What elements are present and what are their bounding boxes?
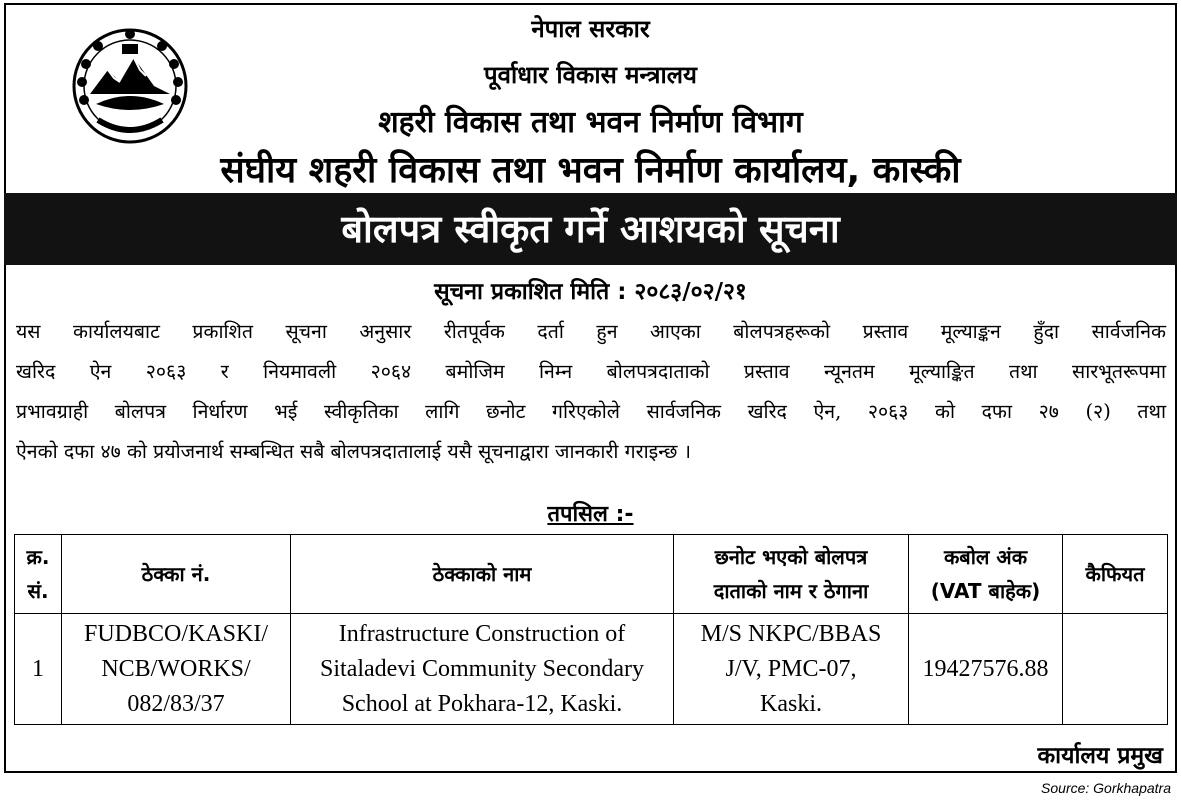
- cell-contract-number: FUDBCO/KASKI/ NCB/WORKS/ 082/83/37: [62, 614, 291, 725]
- notice-title-banner: बोलपत्र स्वीकृत गर्ने आशयको सूचना: [4, 193, 1177, 265]
- notice-body-line: यस कार्यालयबाट प्रकाशित सूचना अनुसार रीतपूर्वक दर्ता हुन आएका बोलपत्रहरूको प्रस्ताव मूल्याङ्कन हुँदा सार्वजनिक: [16, 320, 1166, 343]
- header-remarks: कैफियत: [1063, 535, 1168, 614]
- table-header-row: [15, 535, 1168, 614]
- header-bid-amount: कबोल अंक (VAT बाहेक): [909, 535, 1063, 614]
- notice-body-line: खरिद ऐन २०६३ र नियमावली २०६४ बमोजिम निम्न बोलपत्रदाताको प्रस्ताव न्यूनतम मूल्याङ्कित तथा सारभूतरूपमा: [16, 360, 1166, 383]
- cell-contract-name: Infrastructure Construction of Sitaladevi Community Secondary School at Pokhara-12, Kaski.: [291, 614, 674, 725]
- cell-bidder: M/S NKPC/BBAS J/V, PMC-07, Kaski.: [674, 614, 909, 725]
- header-contract-number: ठेक्का नं.: [62, 535, 291, 614]
- cell-serial-number: 1: [15, 614, 62, 725]
- department-name: शहरी विकास तथा भवन निर्माण विभाग: [378, 105, 803, 140]
- office-name: संघीय शहरी विकास तथा भवन निर्माण कार्यालय, कास्की: [220, 150, 961, 191]
- cell-remarks: [1063, 614, 1168, 725]
- notice-body-line: ऐनको दफा ४७ को प्रयोजनार्थ सम्बन्धित सबै बोलपत्रदातालाई यसै सूचनाद्वारा जानकारी गराइन्छ ।: [16, 440, 692, 463]
- source-credit: Source: Gorkhapatra: [1041, 780, 1171, 796]
- notice-body-line: प्रभावग्राही बोलपत्र निर्धारण भई स्वीकृतिका लागि छनोट गरिएकोले सार्वजनिक खरिद ऐन, २०६३ को दफा २७ (२) तथा: [16, 400, 1166, 423]
- tender-table: [14, 534, 1168, 725]
- details-title: तपसिल :-: [547, 502, 634, 527]
- header-bidder: छनोट भएको बोलपत्र दाताको नाम र ठेगाना: [674, 535, 909, 614]
- cell-bid-amount: 19427576.88: [909, 614, 1063, 725]
- header-contract-name: ठेक्काको नाम: [291, 535, 674, 614]
- published-date: सूचना प्रकाशित मिति : २०८३/०२/२१: [434, 279, 747, 305]
- government-name: नेपाल सरकार: [531, 15, 650, 43]
- table-row: [15, 614, 1168, 725]
- ministry-name: पूर्वाधार विकास मन्त्रालय: [484, 61, 697, 89]
- notice-body: [16, 312, 1166, 472]
- header-serial-number: क्र. सं.: [15, 535, 62, 614]
- office-chief-signature: कार्यालय प्रमुख: [1037, 743, 1163, 769]
